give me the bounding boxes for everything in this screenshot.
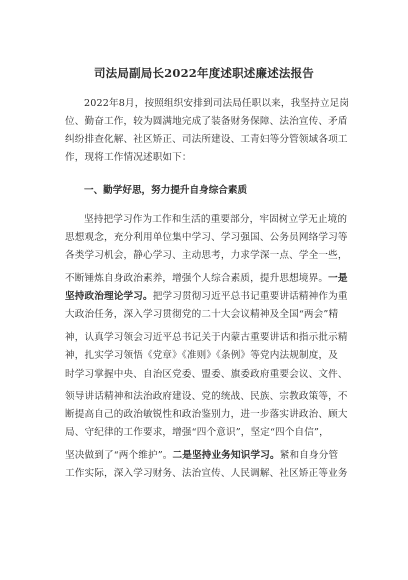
paragraph-text: 不断锤炼自身政治素养，增强个人综合素质，提升思想境界。 [65,273,329,284]
paragraph-line: 时学习掌握中央、自治区党委、盟委、旗委政府重要会议、文件、 [65,369,348,380]
paragraph-line-with-bold [65,449,345,463]
paragraph-line: 领导讲话精神和法治政府建设、党的统战、民族、宗教政策等，不 [65,391,348,402]
paragraph-line: 大政治任务，深入学习贯彻党的二十大会议精神及全国“两会”精 [65,309,339,320]
intro-line-1: 2022年8月，按照组织安排到司法局任职以来，我坚持立足岗 [84,98,350,109]
paragraph-line: 各类学习机会，静心学习、主动思考，力求学深一点、学全一些， [65,250,348,261]
paragraph-line-with-bold [65,290,348,304]
paragraph-line: 思想观念，充分利用单位集中学习、学习强国、公务员网络学习等 [65,232,348,243]
bold-lead-two: 二是坚持业务知识学习。 [172,450,280,461]
paragraph-line: 工作实际，深入学习财务、法治宣传、人民调解、社区矫正等业务 [65,468,348,479]
paragraph-line: 神，扎实学习领悟《党章》《准则》《条例》等党内法规制度，及 [65,350,338,361]
section-heading-1: 一、勤学好思，努力提升自身综合素质 [84,185,248,196]
bold-lead-one: 一是 [328,273,348,284]
paragraph-line-with-bold [65,272,348,286]
document-title: 司法局副局长2022年度述职述廉述法报告 [93,66,314,80]
bold-lead-one-cont: 坚持政治理论学习。 [65,291,153,302]
paragraph-text: 紧和自身分管 [279,450,339,461]
paragraph-text: 把学习贯彻习近平总书记重要讲话精神作为重 [152,291,348,302]
intro-line-4: 作，现将工作情况述职如下： [65,152,192,163]
paragraph-line: 神，认真学习领会习近平总书记关于内蒙古重要讲话和指示批示精 [65,332,348,343]
intro-line-2: 位、勤奋工作，较为圆满地完成了装备财务保障、法治宣传、矛盾 [65,116,348,127]
paragraph-text: 坚决做到了“两个维护”。 [65,450,173,461]
paragraph-line: 局、守纪律的工作要求，增强“四个意识”，坚定“四个自信”， [65,427,329,438]
paragraph-line: 断提高自己的政治敏锐性和政治鉴别力，进一步落实讲政治、顾大 [65,409,348,420]
intro-line-3: 纠纷排查化解、社区矫正、司法所建设、工青妇等分管领域各项工 [65,134,348,145]
paragraph-line: 坚持把学习作为工作和生活的重要部分，牢固树立学无止境的 [84,214,348,225]
